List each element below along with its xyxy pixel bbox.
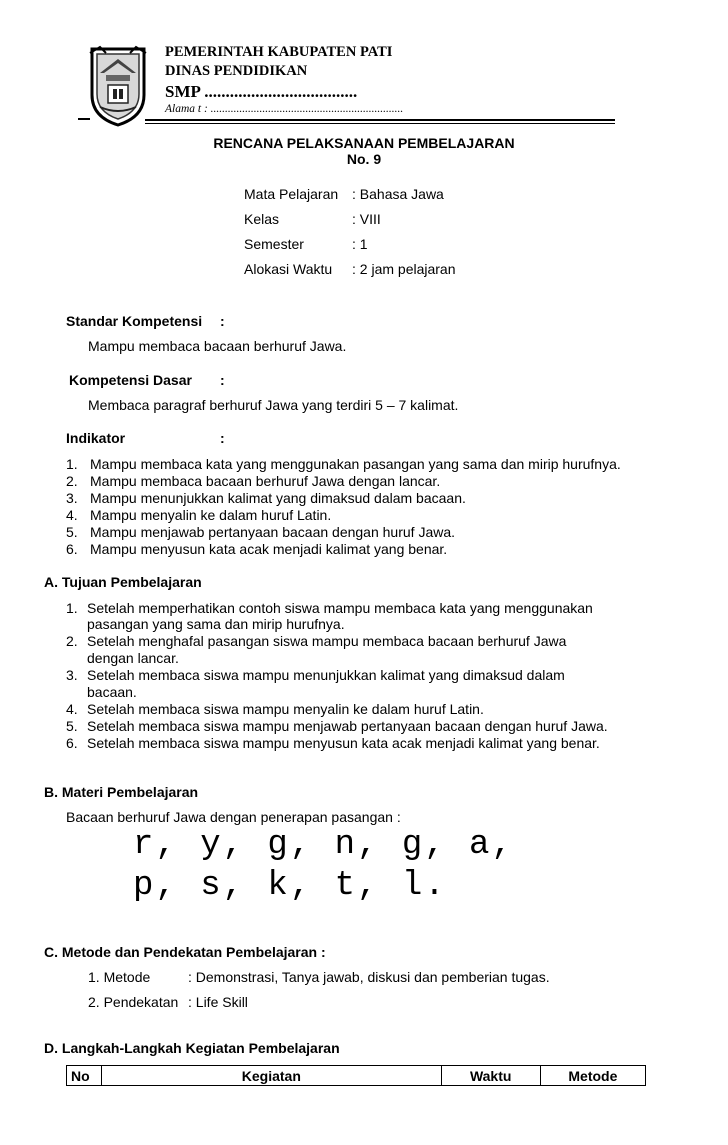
tujuan-item: Setelah membaca siswa mampu menyusun kata acak menjadi kalimat yang benar.: [87, 735, 600, 751]
standar-label: Standar Kompetensi: [66, 313, 203, 329]
materi-heading: B. Materi Pembelajaran: [44, 784, 199, 800]
crest-icon: [86, 43, 150, 127]
info-time-value: : 2 jam pelajaran: [352, 261, 456, 277]
indikator-item: Mampu membaca kata yang menggunakan pasangan yang sama dan mirip hurufnya.: [90, 456, 621, 472]
kegiatan-table: [66, 1065, 646, 1086]
tujuan-num: 1.: [66, 600, 78, 616]
tujuan-item-cont: bacaan.: [87, 684, 137, 700]
tujuan-item-cont: pasangan yang sama dan mirip hurufnya.: [87, 616, 345, 632]
header-divider-bottom: [145, 123, 615, 124]
metode-method-label: 1. Metode: [88, 969, 151, 985]
tujuan-item: Setelah membaca siswa mampu menunjukkan kalimat yang dimaksud dalam: [87, 667, 565, 683]
indikator-colon: :: [220, 430, 225, 446]
standar-text: Mampu membaca bacaan berhuruf Jawa.: [88, 338, 347, 354]
col-kegiatan: Kegiatan: [102, 1066, 442, 1086]
header-school: SMP ....................................: [165, 82, 358, 101]
indikator-item: Mampu menyalin ke dalam huruf Latin.: [90, 507, 332, 523]
info-time-label: Alokasi Waktu: [244, 261, 333, 277]
header-department: DINAS PENDIDIKAN: [165, 63, 308, 79]
dasar-text: Membaca paragraf berhuruf Jawa yang terdiri 5 – 7 kalimat.: [88, 397, 459, 413]
tujuan-item: Setelah membaca siswa mampu menyalin ke dalam huruf Latin.: [87, 701, 484, 717]
header-address: Alama t : ...................................................................: [165, 103, 404, 115]
indikator-num: 3.: [66, 490, 78, 506]
tujuan-item: Setelah menghafal pasangan siswa mampu membaca bacaan berhuruf Jawa: [87, 633, 567, 649]
tujuan-item: Setelah memperhatikan contoh siswa mampu membaca kata yang menggunakan: [87, 600, 593, 616]
tujuan-num: 5.: [66, 718, 78, 734]
header-divider-top: [145, 119, 615, 121]
materi-letters-line1: r, y, g, n, g, a,: [133, 826, 514, 864]
metode-heading: C. Metode dan Pendekatan Pembelajaran :: [44, 944, 326, 960]
materi-letters-line2: p, s, k, t, l.: [133, 867, 447, 905]
indikator-num: 1.: [66, 456, 78, 472]
logo: [86, 43, 150, 127]
header-government: PEMERINTAH KABUPATEN PATI: [165, 44, 393, 60]
indikator-item: Mampu menunjukkan kalimat yang dimaksud dalam bacaan.: [90, 490, 466, 506]
document-title: RENCANA PELAKSANAAN PEMBELAJARAN: [213, 135, 515, 151]
indikator-item: Mampu menjawab pertanyaan bacaan dengan huruf Jawa.: [90, 524, 456, 540]
indikator-num: 2.: [66, 473, 78, 489]
tujuan-num: 3.: [66, 667, 78, 683]
dasar-colon: :: [220, 372, 225, 388]
indikator-item: Mampu membaca bacaan berhuruf Jawa dengan lancar.: [90, 473, 441, 489]
metode-approach-label: 2. Pendekatan: [88, 994, 179, 1010]
col-waktu: Waktu: [441, 1066, 540, 1086]
info-semester-label: Semester: [244, 236, 304, 252]
tujuan-heading: A. Tujuan Pembelajaran: [44, 574, 202, 590]
info-class-value: : VIII: [352, 211, 381, 227]
indikator-num: 6.: [66, 541, 78, 557]
indikator-num: 5.: [66, 524, 78, 540]
tujuan-num: 2.: [66, 633, 78, 649]
table-header-row: [67, 1066, 646, 1086]
info-subject-label: Mata Pelajaran: [244, 186, 339, 202]
metode-method-value: : Demonstrasi, Tanya jawab, diskusi dan pemberian tugas.: [188, 969, 550, 985]
indikator-num: 4.: [66, 507, 78, 523]
col-no: No: [67, 1066, 102, 1086]
indikator-label: Indikator: [66, 430, 126, 446]
langkah-heading: D. Langkah-Langkah Kegiatan Pembelajaran: [44, 1040, 340, 1056]
tujuan-num: 4.: [66, 701, 78, 717]
metode-approach-value: : Life Skill: [188, 994, 248, 1010]
col-metode: Metode: [540, 1066, 645, 1086]
materi-intro: Bacaan berhuruf Jawa dengan penerapan pasangan :: [66, 809, 401, 825]
tujuan-num: 6.: [66, 735, 78, 751]
standar-colon: :: [220, 313, 225, 329]
tujuan-item-cont: dengan lancar.: [87, 650, 179, 666]
document-number: No. 9: [346, 151, 382, 167]
info-class-label: Kelas: [244, 211, 280, 227]
dasar-label: Kompetensi Dasar: [69, 372, 192, 388]
info-semester-value: : 1: [352, 236, 368, 252]
tujuan-item: Setelah membaca siswa mampu menjawab pertanyaan bacaan dengan huruf Jawa.: [87, 718, 608, 734]
header-divider-left: [78, 118, 90, 120]
indikator-item: Mampu menyusun kata acak menjadi kalimat yang benar.: [90, 541, 448, 557]
info-subject-value: : Bahasa Jawa: [352, 186, 444, 202]
